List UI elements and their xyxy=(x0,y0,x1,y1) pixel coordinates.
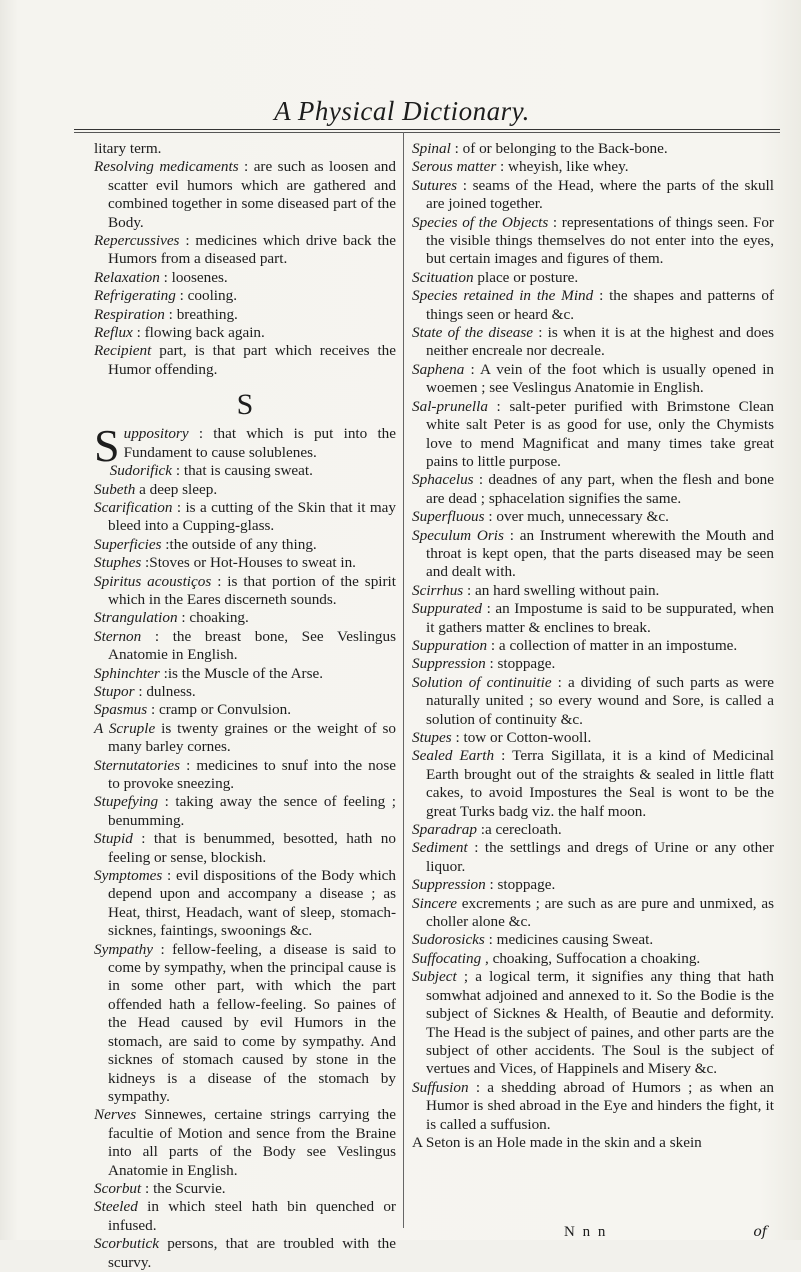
entry-definition: : an hard swelling without pain. xyxy=(467,581,660,599)
dictionary-entry xyxy=(94,665,396,683)
dictionary-entry xyxy=(94,536,396,554)
entry-term: Superficies xyxy=(94,535,162,553)
entry-term: Strangulation xyxy=(94,609,178,627)
entry-term: Reflux xyxy=(94,324,133,342)
dictionary-entry xyxy=(412,1079,774,1134)
dictionary-entry xyxy=(412,527,774,582)
running-header: A Physical Dictionary. xyxy=(274,96,530,126)
entry-definition: : wheyish, like whey. xyxy=(500,158,629,176)
dictionary-entry xyxy=(94,609,396,627)
entry-term: Repercussives xyxy=(94,232,180,250)
entry-definition: : the breast bone, See Veslingus Anatomie in English. xyxy=(108,627,397,664)
entry-definition: a deep sleep. xyxy=(139,480,218,498)
dictionary-entry xyxy=(94,793,396,830)
entry-term: Steeled xyxy=(94,1198,138,1216)
entry-definition: litary term. xyxy=(94,140,162,157)
dictionary-entry xyxy=(94,306,396,324)
entry-term: Speculum Oris xyxy=(412,526,504,544)
dictionary-entry xyxy=(412,214,774,269)
entry-term: uppository xyxy=(123,425,189,443)
dictionary-entry xyxy=(412,582,774,600)
entry-definition: : medicines causing Sweat. xyxy=(488,931,654,949)
entry-term: Species of the Objects xyxy=(412,213,549,231)
entry-term: Subject xyxy=(412,968,457,986)
entry-definition: Sinnewes, certaine strings carrying the facultie of Motion and sence from the Braine into all parts of the Body see Veslingus Anatomie in English. xyxy=(108,1106,396,1179)
entry-definition: : stoppage. xyxy=(489,876,556,894)
dictionary-entry xyxy=(94,158,396,232)
entry-definition: : representations of things seen. For the visible things themselves do not enter into the eyes, but certain images and figures of them. xyxy=(426,213,774,268)
dictionary-entry xyxy=(412,637,774,655)
entry-definition: : flowing back again. xyxy=(136,324,265,342)
dictionary-entry xyxy=(94,1235,396,1272)
entry-definition: : tow or Cotton-wooll. xyxy=(455,729,592,746)
entry-definition: : evil dispositions of the Body which depend upon and accompany a disease ; as Heat, thirst, Headach, want of sleep, stomach-sicknes, faintings, swoonings &c. xyxy=(108,867,397,940)
entry-definition: : a collection of matter in an impostume. xyxy=(490,636,738,654)
entry-term: Sternutatories xyxy=(94,756,181,774)
entry-term: Superfluous xyxy=(412,508,485,526)
entry-definition: : the settlings and dregs of Urine or any other liquor. xyxy=(426,839,775,875)
right-column xyxy=(412,140,774,1152)
dictionary-entry xyxy=(412,821,774,839)
dictionary-entry xyxy=(94,867,396,941)
entry-definition: : that is benummed, besotted, hath no feeling or sense, blockish. xyxy=(108,830,396,866)
entry-term: Spasmus xyxy=(94,701,148,719)
dictionary-entry xyxy=(412,269,774,287)
entry-term: Scorbutick xyxy=(94,1235,159,1253)
dictionary-entry xyxy=(412,895,774,932)
entry-term: Suppuration xyxy=(412,636,488,654)
entry-definition: : taking away the sence of feeling ; benumming. xyxy=(108,793,396,829)
dictionary-entry xyxy=(94,941,396,1107)
entry-definition: : salt-peter purified with Brimstone Clean white salt Peter is as good for use, only the Chymists love to mend Magnificat and many times take great pains to little purpose. xyxy=(426,397,774,470)
entry-term: Sealed Earth xyxy=(412,747,495,765)
dictionary-entry xyxy=(94,287,396,305)
entry-definition: : cooling. xyxy=(179,287,238,305)
column-divider xyxy=(403,132,404,1228)
entry-definition: , choaking, Suffocation a choaking. xyxy=(484,949,701,967)
entry-definition: : the Scurvie. xyxy=(145,1179,226,1197)
entry-term: Stupes xyxy=(412,729,452,746)
entry-term: Scirrhus xyxy=(412,581,464,599)
entry-term: Sphinchter xyxy=(94,664,160,682)
entry-definition: : Terra Sigillata, it is a kind of Medicinal Earth brought out of the straights & sealed in little flatt cakes, to avoid Impostures the Seal is wont to be the great Turks badg viz. the half moon. xyxy=(426,747,775,820)
entry-term: Scarification xyxy=(94,498,173,516)
dictionary-entry xyxy=(94,830,396,867)
dictionary-entry xyxy=(94,683,396,701)
entry-term: Serous matter xyxy=(412,158,497,176)
dictionary-entry xyxy=(412,968,774,1078)
entry-definition: : is when it is at the highest and does neither encreale nor decreale. xyxy=(426,324,775,360)
dictionary-entry xyxy=(94,757,396,794)
entry-definition: part, is that part which receives the Humor offending. xyxy=(108,342,397,378)
entry-term: Sympathy xyxy=(94,940,154,958)
entry-definition: place or posture. xyxy=(477,268,579,286)
entry-definition: : that which is put into the Fundament to cause solublenes. xyxy=(123,425,397,461)
entry-term: Suffocating xyxy=(412,949,482,967)
entry-definition: : deadnes of any part, when the flesh and bone are dead ; sphacelation signifies the same. xyxy=(426,471,775,507)
entry-definition: :Stoves or Hot-Houses to sweat in. xyxy=(145,554,356,572)
dictionary-entry xyxy=(412,324,774,361)
dictionary-entry xyxy=(94,628,396,665)
entry-definition: :a cerecloath. xyxy=(480,821,562,839)
dictionary-entry xyxy=(412,747,774,821)
dictionary-entry xyxy=(94,269,396,287)
dictionary-entry xyxy=(94,573,396,610)
entry-definition: :the outside of any thing. xyxy=(165,535,317,553)
entry-definition: : of or belonging to the Back-bone. xyxy=(454,140,668,157)
dictionary-entry xyxy=(94,324,396,342)
dictionary-entry xyxy=(94,462,396,480)
entry-term: Nerves xyxy=(94,1106,137,1124)
left-column xyxy=(94,140,396,1272)
dictionary-entry xyxy=(94,1198,396,1235)
entry-term: Scituation xyxy=(412,268,474,286)
entry-term: Sincere xyxy=(412,894,457,912)
entry-definition: : loosenes. xyxy=(163,268,228,286)
entry-definition: : fellow-feeling, a disease is said to come by sympathy, when the principal cause is in some other part, with which the part offended hath a fellow-feeling. So paines of the Head caused by evil Humors in the stomach, are said to come by sympathy. And sicknes of stomach caused by stone in the kidneys is a disease of the stomach by sympathy. xyxy=(108,940,397,1105)
dictionary-entry xyxy=(412,398,774,472)
entry-term: Stuphes xyxy=(94,554,142,572)
dictionary-entry xyxy=(94,232,396,269)
entry-term: Suffusion xyxy=(412,1078,469,1096)
entry-definition: : the shapes and patterns of things seen or heard &c. xyxy=(426,287,775,323)
entry-term: Stupor xyxy=(94,682,135,700)
entry-definition: in which steel hath bin quenched or infused. xyxy=(108,1198,396,1234)
dictionary-entry xyxy=(412,361,774,398)
catchword: of xyxy=(753,1224,767,1240)
drop-cap: S xyxy=(94,420,120,472)
entry-term: Suppression xyxy=(412,655,486,673)
entry-term: Relaxation xyxy=(94,268,160,286)
entry-definition: : are such as loosen and scatter evil humors which are gathered and combined together in some diseased part of the Body. xyxy=(108,158,396,231)
entry-term: Stupid xyxy=(94,830,133,848)
entry-term: Sudorifick xyxy=(109,462,173,480)
dictionary-entry xyxy=(94,499,396,536)
dictionary-entry xyxy=(94,720,396,757)
entry-definition: : seams of the Head, where the parts of the skull are joined together. xyxy=(426,176,774,213)
entry-definition: : is that portion of the spirit which in the Eares discerneth sounds. xyxy=(108,572,396,608)
entry-definition: : a dividing of such parts as were naturally united ; so every wound and Sore, is called a solution of continuity &c. xyxy=(426,673,774,728)
dictionary-entry xyxy=(412,950,774,968)
entry-term: Sparadrap xyxy=(412,821,477,839)
entry-term: Saphena xyxy=(412,360,465,378)
dictionary-entry xyxy=(412,729,774,747)
entry-definition: : that is causing sweat. xyxy=(175,462,313,480)
entry-term: State of the disease xyxy=(412,324,534,342)
dictionary-entry xyxy=(412,508,774,526)
entry-definition: : a shedding abroad of Humors ; as when an Humor is shed abroad in the Eye and hinders the fight, it is called a suffusion. xyxy=(426,1078,774,1133)
entry-term: Refrigerating xyxy=(94,287,176,305)
entry-term: Sphacelus xyxy=(412,471,474,489)
dictionary-entry xyxy=(412,674,774,729)
dictionary-entry xyxy=(94,701,396,719)
dictionary-entry xyxy=(412,600,774,637)
entry-term: Spinal xyxy=(412,140,451,157)
entry-term: Species retained in the Mind xyxy=(412,287,594,305)
entry-term: Suppression xyxy=(412,876,486,894)
entry-definition: : stoppage. xyxy=(489,655,556,673)
entry-definition: is twenty graines or the weight of so many barley cornes. xyxy=(108,719,396,756)
entry-definition: : medicines which drive back the Humors from a diseased part. xyxy=(108,232,397,268)
entry-term: Sal-prunella xyxy=(412,397,488,415)
entry-term: Scorbut xyxy=(94,1179,142,1197)
entry-term: Symptomes xyxy=(94,867,163,885)
entry-term: Spiritus acoustiços xyxy=(94,572,212,590)
entry-term: Sediment xyxy=(412,839,468,857)
dictionary-entry xyxy=(412,876,774,894)
entry-definition: : is a cutting of the Skin that it may bleed into a Cupping-glass. xyxy=(108,498,396,535)
dictionary-entry xyxy=(94,554,396,572)
entry-definition: : breathing. xyxy=(168,305,238,323)
dictionary-entry xyxy=(412,177,774,214)
header-rule xyxy=(74,129,780,130)
dictionary-entry xyxy=(412,140,774,158)
entry-definition: : medicines to snuf into the nose to provoke sneezing. xyxy=(108,756,397,792)
dictionary-entry xyxy=(94,1106,396,1180)
header-rule-secondary xyxy=(74,132,780,133)
entry-definition: : cramp or Convulsion. xyxy=(150,701,292,719)
entry-term: Sternon xyxy=(94,627,142,645)
dictionary-entry xyxy=(412,287,774,324)
entry-term: A Scruple xyxy=(94,719,156,737)
entry-term: Suppurated xyxy=(412,600,483,618)
entry-term: Solution of continuitie xyxy=(412,673,552,691)
entry-term: Respiration xyxy=(94,305,165,323)
entry-definition: excrements ; are such as are pure and unmixed, as choller alone &c. xyxy=(426,894,775,931)
entry-definition: : dulness. xyxy=(138,682,196,700)
dictionary-entry xyxy=(412,931,774,949)
entry-definition: : over much, unnecessary &c. xyxy=(488,508,669,526)
dictionary-entry xyxy=(412,471,774,508)
entry-term: Resolving medicaments xyxy=(94,158,239,176)
entry-definition: : an Impostume is said to be suppurated, when it gathers matter & enclines to break. xyxy=(426,600,775,636)
entry-term: Recipient xyxy=(94,342,152,360)
entry-definition: : A vein of the foot which is usually opened in woemen ; see Veslingus Anatomie in English. xyxy=(426,360,775,397)
entry-term: Sutures xyxy=(412,176,457,194)
entry-definition: : an Instrument wherewith the Mouth and throat is kept open, that the parts diseased may be seen and dealt with. xyxy=(426,526,774,581)
section-letter: S xyxy=(236,388,254,422)
entry-definition: persons, that are troubled with the scurvy. xyxy=(108,1235,396,1271)
dictionary-entry xyxy=(94,481,396,499)
entry-definition: : choaking. xyxy=(181,609,249,627)
entry-term: Sudorosicks xyxy=(412,931,485,949)
entry-definition: ; a logical term, it signifies any thing that hath somwhat adjoined and annexed to it. So the Bodie is the subject of Sicknes & Health, of Beautie and deformity. The Head is the subject of paines, and other parts are the subject of other accidents. The Soul is the subject of vertues and Vices, of Happinels and Misery &c. xyxy=(426,968,774,1078)
dictionary-entry xyxy=(94,1180,396,1198)
dictionary-entry xyxy=(412,1134,774,1152)
entry-term: Subeth xyxy=(94,480,136,498)
entry-definition: A Seton is an Hole made in the skin and a skein xyxy=(412,1133,702,1151)
dictionary-entry xyxy=(412,158,774,176)
entry-definition: :is the Muscle of the Arse. xyxy=(163,664,324,682)
dictionary-entry xyxy=(94,140,396,158)
dictionary-entry xyxy=(412,655,774,673)
entry-term: Stupefying xyxy=(94,793,159,811)
dictionary-entry xyxy=(94,342,396,379)
dictionary-entry xyxy=(412,839,774,876)
signature-mark: N n n xyxy=(564,1224,608,1240)
